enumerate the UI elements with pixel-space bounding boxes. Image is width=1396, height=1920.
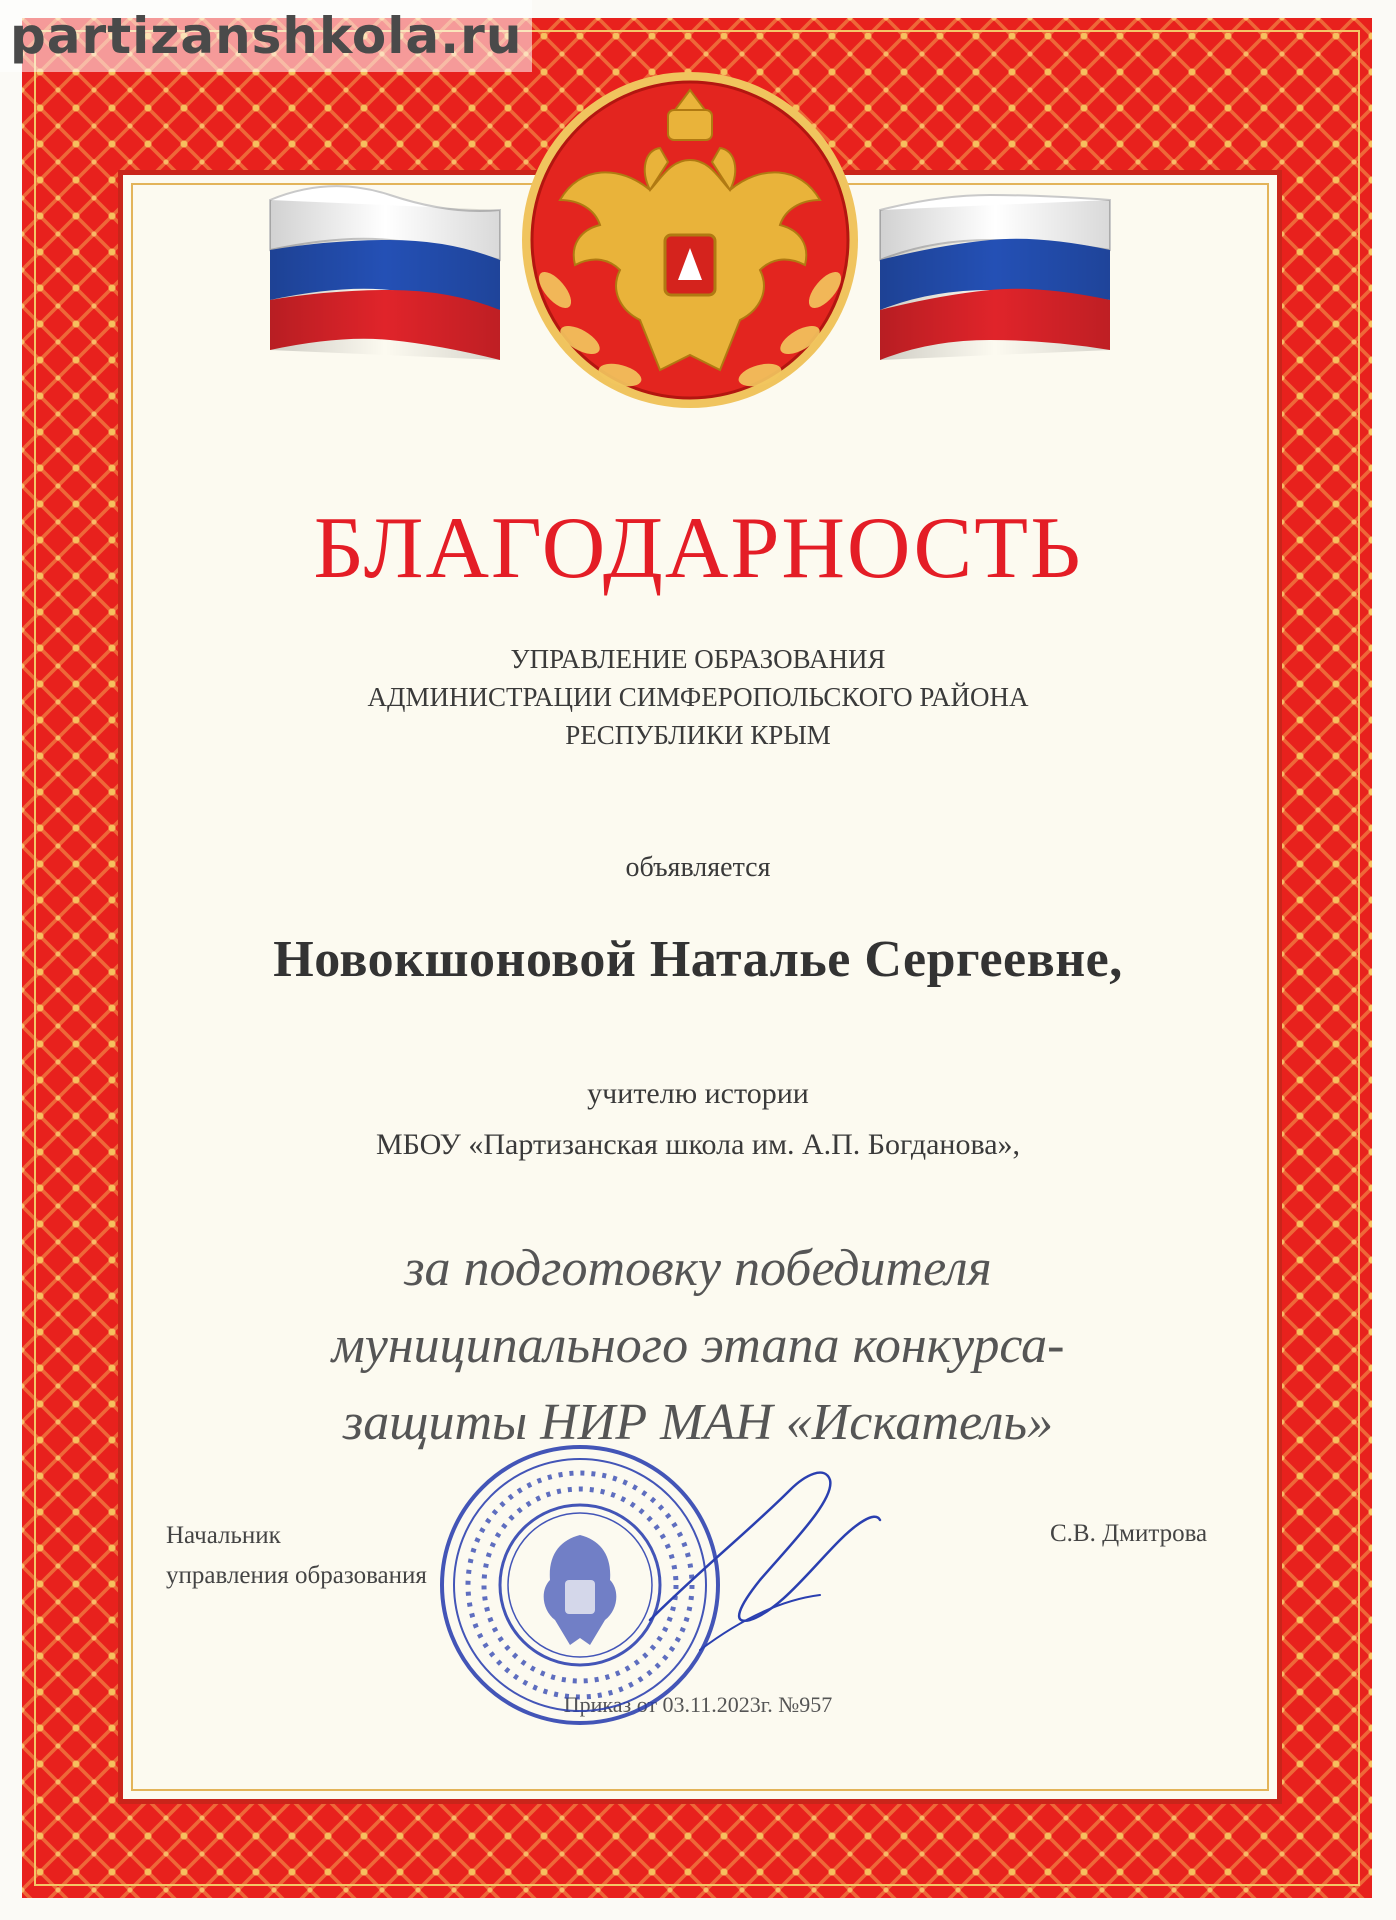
signatory-title [166, 1516, 427, 1596]
signatory-title-line: управления образования [166, 1562, 427, 1589]
org-line: УПРАВЛЕНИЕ ОБРАЗОВАНИЯ [510, 644, 886, 674]
watermark: partizanshkola.ru [0, 0, 532, 72]
reason-line: за подготовку победителя [404, 1240, 992, 1297]
announce-text: объявляется [625, 852, 771, 883]
org-line: РЕСПУБЛИКИ КРЫМ [565, 720, 831, 750]
org-line: АДМИНИСТРАЦИИ СИМФЕРОПОЛЬСКОГО РАЙОНА [367, 682, 1029, 712]
right-flag-icon [880, 195, 1110, 360]
issuing-organization [118, 640, 1278, 754]
position-line: МБОУ «Партизанская школа им. А.П. Богданова», [375, 1128, 1021, 1161]
signature-icon [640, 1450, 890, 1660]
recipient-name: Новокшоновой Наталье Сергеевне, [273, 931, 1123, 988]
reason-line: муниципального этапа конкурса- [331, 1317, 1065, 1374]
certificate-title: БЛАГОДАРНОСТЬ [313, 500, 1083, 597]
reason-line: защиты НИР МАН «Искатель» [342, 1394, 1054, 1451]
coat-of-arms-icon [250, 70, 1130, 440]
position-line: учителю истории [587, 1077, 809, 1110]
left-flag-icon [270, 186, 500, 360]
award-reason [118, 1230, 1278, 1461]
signatory-title-line: Начальник [166, 1522, 281, 1549]
recipient-position [118, 1068, 1278, 1170]
order-reference: Приказ от 03.11.2023г. №957 [563, 1692, 833, 1717]
signatory-name: С.В. Дмитрова [1050, 1520, 1208, 1547]
